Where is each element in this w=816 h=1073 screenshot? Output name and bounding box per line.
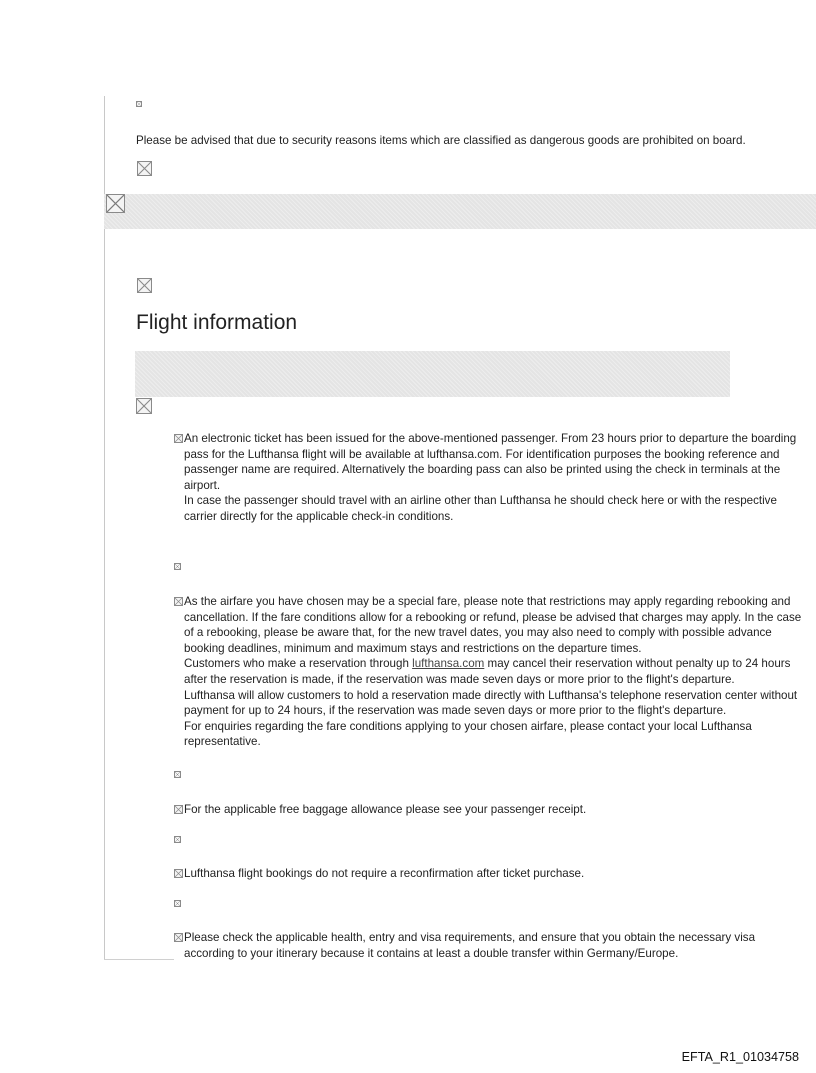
broken-image-icon [174,900,181,907]
baggage-text: For the applicable free baggage allowance please see your passenger receipt. [184,803,587,816]
eticket-text-2: In case the passenger should travel with an airline other than Lufthansa he should check here or with the respective carrier directly for the applicable check-in conditions. [184,494,777,523]
fare-conditions-paragraph [174,594,810,750]
visa-paragraph [174,930,804,961]
broken-image-icon [174,933,183,942]
baggage-paragraph [174,802,804,818]
reconfirmation-paragraph [174,866,804,882]
broken-image-icon [136,398,152,414]
broken-image-icon [106,194,125,213]
section-band-placeholder [135,351,730,397]
lufthansa-link[interactable]: lufthansa.com [412,657,485,671]
broken-image-icon [174,434,183,443]
banner-placeholder [104,194,816,229]
broken-image-icon [137,161,152,176]
broken-image-icon [174,869,183,878]
dangerous-goods-notice: Please be advised that due to security reasons items which are classified as dangerous goods are prohibited on board. [136,134,746,147]
document-id: EFTA_R1_01034758 [681,1050,799,1064]
broken-image-icon [174,597,183,606]
fare-text-2-post: may cancel their reservation without penalty up to 24 hours after the reservation is made, if the reservation was made seven days or more prior to the flight's departure. [184,657,791,686]
visa-text: Please check the applicable health, entry and visa requirements, and ensure that you obtain the necessary visa according to your itinerary because it contains at least a double transfer within Germany/Europe. [184,931,756,960]
broken-image-icon [136,101,142,107]
reconfirm-text: Lufthansa flight bookings do not require a reconfirmation after ticket purchase. [184,867,585,880]
bottom-rule [104,959,174,960]
fare-text-1: As the airfare you have chosen may be a special fare, please note that restrictions may apply regarding rebooking and cancellation. If the fare conditions allow for a rebooking or refund, please be advised that charges may apply. In the case of a rebooking, please be aware that, for the new travel dates, you may also need to comply with possible advance booking deadlines, minimum and maximum stays and restrictions on the departure times. [184,595,802,655]
broken-image-icon [174,805,183,814]
fare-text-3: Lufthansa will allow customers to hold a reservation made directly with Lufthansa's telephone reservation center without payment for up to 24 hours, if the reservation was made seven days or more prior to the flight's departure. [184,688,798,718]
broken-image-icon [174,836,181,843]
broken-image-icon [174,563,181,570]
eticket-paragraph [174,431,804,525]
section-title: Flight information [136,311,298,334]
broken-image-icon [174,771,181,778]
eticket-text: An electronic ticket has been issued for the above-mentioned passenger. From 23 hours prior to departure the boarding pass for the Lufthansa flight will be available at lufthansa.com. For identification purposes the booking reference and passenger name are required. Alternatively the boarding pass can also be printed using the check in terminals at the airport. [184,432,797,492]
fare-text-4: For enquiries regarding the fare conditions applying to your chosen airfare, please contact your local Lufthansa representative. [184,719,752,749]
broken-image-icon [137,278,152,293]
fare-text-2-pre: Customers who make a reservation through [184,657,413,671]
